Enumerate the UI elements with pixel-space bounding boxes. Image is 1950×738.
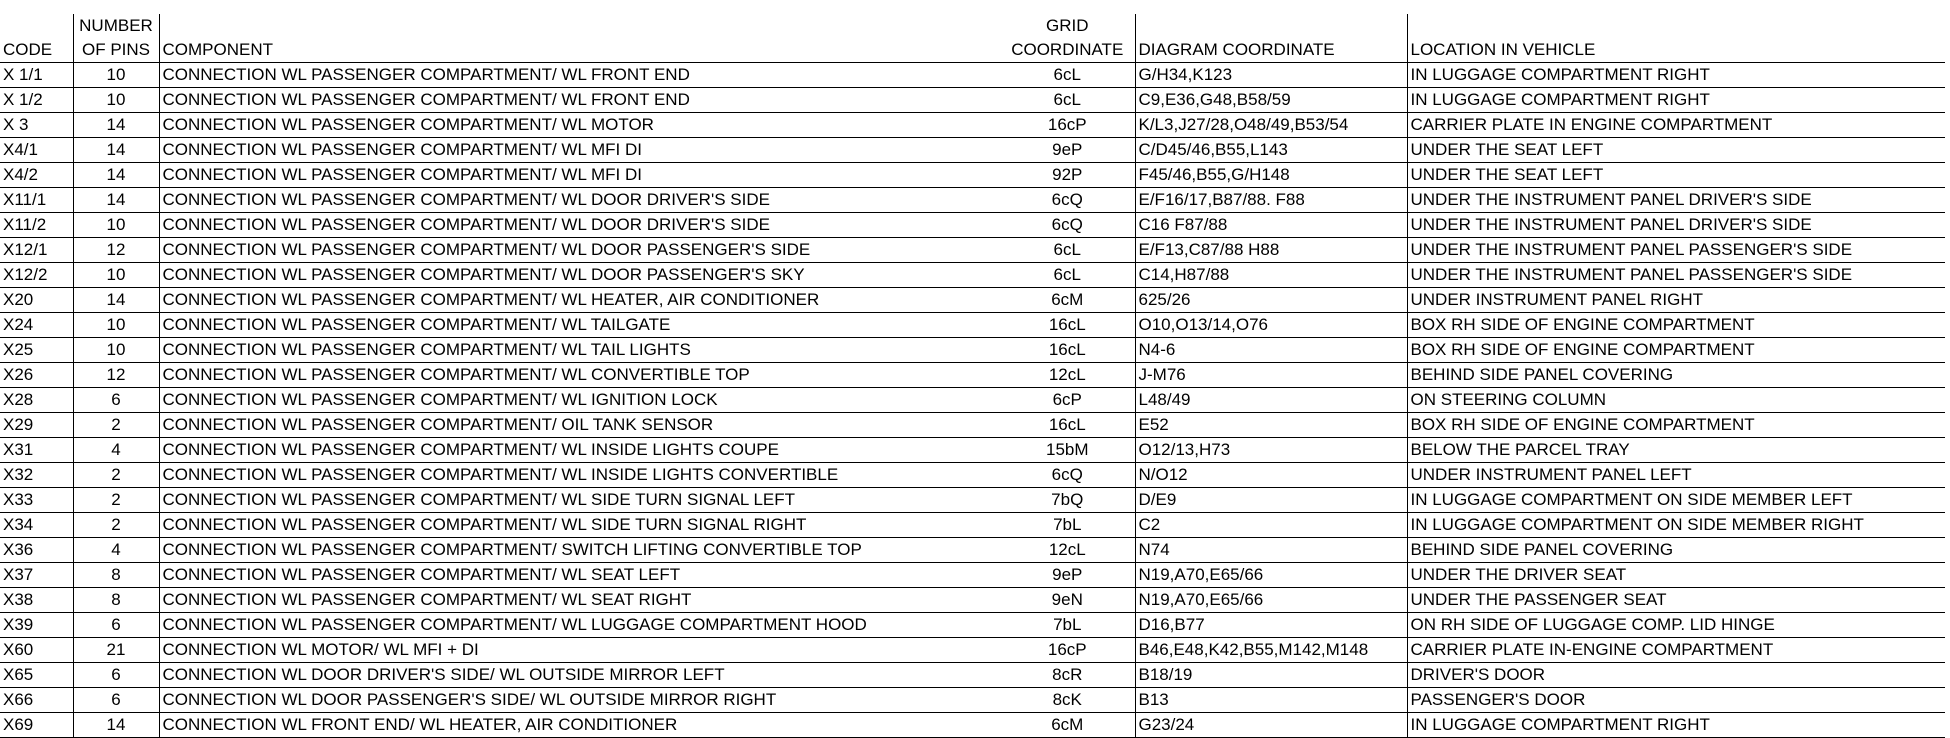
cell-pins: 10 bbox=[73, 263, 159, 288]
table-row bbox=[0, 463, 1945, 488]
cell-code: X66 bbox=[0, 688, 73, 713]
cell-location: CARRIER PLATE IN-ENGINE COMPARTMENT bbox=[1407, 638, 1945, 663]
cell-location: UNDER INSTRUMENT PANEL LEFT bbox=[1407, 463, 1945, 488]
cell-component: CONNECTION WL PASSENGER COMPARTMENT/ WL HEATER, AIR CONDITIONER bbox=[159, 288, 1000, 313]
table-row bbox=[0, 88, 1945, 113]
cell-diagram-coordinate: C16 F87/88 bbox=[1135, 213, 1407, 238]
header-code: CODE bbox=[0, 38, 73, 63]
cell-diagram-coordinate: N74 bbox=[1135, 538, 1407, 563]
cell-code: X37 bbox=[0, 563, 73, 588]
cell-pins: 10 bbox=[73, 88, 159, 113]
cell-location: UNDER THE DRIVER SEAT bbox=[1407, 563, 1945, 588]
cell-component: CONNECTION WL PASSENGER COMPARTMENT/ WL INSIDE LIGHTS COUPE bbox=[159, 438, 1000, 463]
cell-code: X36 bbox=[0, 538, 73, 563]
cell-location: UNDER THE INSTRUMENT PANEL PASSENGER'S SIDE bbox=[1407, 263, 1945, 288]
table-row bbox=[0, 113, 1945, 138]
cell-grid-coordinate: 6cM bbox=[1000, 288, 1135, 313]
cell-location: BOX RH SIDE OF ENGINE COMPARTMENT bbox=[1407, 338, 1945, 363]
header-component-top bbox=[159, 14, 1000, 38]
cell-component: CONNECTION WL PASSENGER COMPARTMENT/ WL CONVERTIBLE TOP bbox=[159, 363, 1000, 388]
cell-diagram-coordinate: N4-6 bbox=[1135, 338, 1407, 363]
cell-code: X25 bbox=[0, 338, 73, 363]
cell-location: BEHIND SIDE PANEL COVERING bbox=[1407, 363, 1945, 388]
connector-table-container bbox=[0, 14, 1950, 738]
cell-diagram-coordinate: B18/19 bbox=[1135, 663, 1407, 688]
cell-code: X39 bbox=[0, 613, 73, 638]
cell-diagram-coordinate: F45/46,B55,G/H148 bbox=[1135, 163, 1407, 188]
cell-code: X24 bbox=[0, 313, 73, 338]
table-row bbox=[0, 163, 1945, 188]
cell-pins: 6 bbox=[73, 663, 159, 688]
cell-component: CONNECTION WL PASSENGER COMPARTMENT/ WL INSIDE LIGHTS CONVERTIBLE bbox=[159, 463, 1000, 488]
table-row bbox=[0, 413, 1945, 438]
cell-component: CONNECTION WL FRONT END/ WL HEATER, AIR CONDITIONER bbox=[159, 713, 1000, 738]
cell-pins: 14 bbox=[73, 163, 159, 188]
cell-pins: 8 bbox=[73, 588, 159, 613]
cell-grid-coordinate: 92P bbox=[1000, 163, 1135, 188]
cell-component: CONNECTION WL PASSENGER COMPARTMENT/ WL FRONT END bbox=[159, 63, 1000, 88]
cell-component: CONNECTION WL DOOR PASSENGER'S SIDE/ WL OUTSIDE MIRROR RIGHT bbox=[159, 688, 1000, 713]
table-row bbox=[0, 538, 1945, 563]
table-row bbox=[0, 338, 1945, 363]
cell-location: IN LUGGAGE COMPARTMENT ON SIDE MEMBER LEFT bbox=[1407, 488, 1945, 513]
cell-location: UNDER THE SEAT LEFT bbox=[1407, 138, 1945, 163]
cell-diagram-coordinate: N19,A70,E65/66 bbox=[1135, 563, 1407, 588]
cell-component: CONNECTION WL PASSENGER COMPARTMENT/ WL SEAT LEFT bbox=[159, 563, 1000, 588]
cell-code: X34 bbox=[0, 513, 73, 538]
cell-diagram-coordinate: L48/49 bbox=[1135, 388, 1407, 413]
table-row bbox=[0, 63, 1945, 88]
cell-diagram-coordinate: O12/13,H73 bbox=[1135, 438, 1407, 463]
cell-component: CONNECTION WL PASSENGER COMPARTMENT/ WL FRONT END bbox=[159, 88, 1000, 113]
header-pins-top: NUMBER bbox=[73, 14, 159, 38]
table-row bbox=[0, 488, 1945, 513]
cell-grid-coordinate: 9eN bbox=[1000, 588, 1135, 613]
cell-code: X 1/2 bbox=[0, 88, 73, 113]
cell-grid-coordinate: 8cK bbox=[1000, 688, 1135, 713]
header-location: LOCATION IN VEHICLE bbox=[1407, 38, 1945, 63]
cell-diagram-coordinate: E52 bbox=[1135, 413, 1407, 438]
cell-component: CONNECTION WL PASSENGER COMPARTMENT/ WL DOOR DRIVER'S SIDE bbox=[159, 213, 1000, 238]
cell-code: X38 bbox=[0, 588, 73, 613]
cell-code: X11/1 bbox=[0, 188, 73, 213]
cell-pins: 2 bbox=[73, 463, 159, 488]
cell-component: CONNECTION WL PASSENGER COMPARTMENT/ OIL TANK SENSOR bbox=[159, 413, 1000, 438]
cell-code: X65 bbox=[0, 663, 73, 688]
table-row bbox=[0, 613, 1945, 638]
table-row bbox=[0, 638, 1945, 663]
cell-component: CONNECTION WL PASSENGER COMPARTMENT/ WL SEAT RIGHT bbox=[159, 588, 1000, 613]
table-row bbox=[0, 388, 1945, 413]
cell-pins: 6 bbox=[73, 613, 159, 638]
cell-diagram-coordinate: N19,A70,E65/66 bbox=[1135, 588, 1407, 613]
cell-location: BOX RH SIDE OF ENGINE COMPARTMENT bbox=[1407, 413, 1945, 438]
cell-pins: 14 bbox=[73, 113, 159, 138]
table-row bbox=[0, 138, 1945, 163]
table-row bbox=[0, 713, 1945, 738]
cell-code: X12/2 bbox=[0, 263, 73, 288]
cell-code: X33 bbox=[0, 488, 73, 513]
table-row bbox=[0, 513, 1945, 538]
connector-table bbox=[0, 14, 1945, 738]
table-row bbox=[0, 188, 1945, 213]
cell-diagram-coordinate: N/O12 bbox=[1135, 463, 1407, 488]
cell-code: X11/2 bbox=[0, 213, 73, 238]
cell-pins: 8 bbox=[73, 563, 159, 588]
cell-pins: 12 bbox=[73, 363, 159, 388]
cell-location: BELOW THE PARCEL TRAY bbox=[1407, 438, 1945, 463]
cell-grid-coordinate: 6cL bbox=[1000, 88, 1135, 113]
cell-component: CONNECTION WL PASSENGER COMPARTMENT/ WL LUGGAGE COMPARTMENT HOOD bbox=[159, 613, 1000, 638]
cell-pins: 12 bbox=[73, 238, 159, 263]
cell-grid-coordinate: 7bQ bbox=[1000, 488, 1135, 513]
cell-location: PASSENGER'S DOOR bbox=[1407, 688, 1945, 713]
cell-pins: 4 bbox=[73, 538, 159, 563]
cell-code: X26 bbox=[0, 363, 73, 388]
cell-component: CONNECTION WL PASSENGER COMPARTMENT/ WL MFI DI bbox=[159, 163, 1000, 188]
cell-location: UNDER THE PASSENGER SEAT bbox=[1407, 588, 1945, 613]
table-row bbox=[0, 213, 1945, 238]
cell-diagram-coordinate: C/D45/46,B55,L143 bbox=[1135, 138, 1407, 163]
cell-component: CONNECTION WL PASSENGER COMPARTMENT/ WL DOOR PASSENGER'S SIDE bbox=[159, 238, 1000, 263]
table-header bbox=[0, 14, 1945, 63]
table-row bbox=[0, 313, 1945, 338]
cell-grid-coordinate: 6cL bbox=[1000, 63, 1135, 88]
cell-grid-coordinate: 6cL bbox=[1000, 238, 1135, 263]
table-row bbox=[0, 563, 1945, 588]
cell-grid-coordinate: 6cM bbox=[1000, 713, 1135, 738]
cell-pins: 6 bbox=[73, 388, 159, 413]
cell-grid-coordinate: 7bL bbox=[1000, 513, 1135, 538]
cell-component: CONNECTION WL PASSENGER COMPARTMENT/ WL MOTOR bbox=[159, 113, 1000, 138]
cell-grid-coordinate: 9eP bbox=[1000, 138, 1135, 163]
cell-location: UNDER THE INSTRUMENT PANEL DRIVER'S SIDE bbox=[1407, 213, 1945, 238]
header-location-top bbox=[1407, 14, 1945, 38]
cell-diagram-coordinate: B46,E48,K42,B55,M142,M148 bbox=[1135, 638, 1407, 663]
cell-location: IN LUGGAGE COMPARTMENT RIGHT bbox=[1407, 713, 1945, 738]
cell-component: CONNECTION WL PASSENGER COMPARTMENT/ WL SIDE TURN SIGNAL LEFT bbox=[159, 488, 1000, 513]
cell-diagram-coordinate: O10,O13/14,O76 bbox=[1135, 313, 1407, 338]
cell-diagram-coordinate: G23/24 bbox=[1135, 713, 1407, 738]
cell-grid-coordinate: 16cL bbox=[1000, 338, 1135, 363]
cell-pins: 10 bbox=[73, 338, 159, 363]
cell-component: CONNECTION WL DOOR DRIVER'S SIDE/ WL OUTSIDE MIRROR LEFT bbox=[159, 663, 1000, 688]
header-diagram-top bbox=[1135, 14, 1407, 38]
cell-grid-coordinate: 8cR bbox=[1000, 663, 1135, 688]
cell-location: IN LUGGAGE COMPARTMENT ON SIDE MEMBER RIGHT bbox=[1407, 513, 1945, 538]
cell-grid-coordinate: 9eP bbox=[1000, 563, 1135, 588]
table-row bbox=[0, 438, 1945, 463]
header-pins: OF PINS bbox=[73, 38, 159, 63]
cell-grid-coordinate: 16cL bbox=[1000, 313, 1135, 338]
cell-grid-coordinate: 6cP bbox=[1000, 388, 1135, 413]
cell-component: CONNECTION WL PASSENGER COMPARTMENT/ WL MFI DI bbox=[159, 138, 1000, 163]
cell-diagram-coordinate: G/H34,K123 bbox=[1135, 63, 1407, 88]
cell-location: DRIVER'S DOOR bbox=[1407, 663, 1945, 688]
cell-component: CONNECTION WL PASSENGER COMPARTMENT/ WL IGNITION LOCK bbox=[159, 388, 1000, 413]
cell-pins: 21 bbox=[73, 638, 159, 663]
cell-pins: 10 bbox=[73, 63, 159, 88]
cell-code: X31 bbox=[0, 438, 73, 463]
cell-grid-coordinate: 6cQ bbox=[1000, 213, 1135, 238]
cell-diagram-coordinate: K/L3,J27/28,O48/49,B53/54 bbox=[1135, 113, 1407, 138]
cell-pins: 14 bbox=[73, 188, 159, 213]
cell-location: ON STEERING COLUMN bbox=[1407, 388, 1945, 413]
cell-pins: 14 bbox=[73, 138, 159, 163]
cell-component: CONNECTION WL PASSENGER COMPARTMENT/ SWITCH LIFTING CONVERTIBLE TOP bbox=[159, 538, 1000, 563]
cell-diagram-coordinate: 625/26 bbox=[1135, 288, 1407, 313]
cell-component: CONNECTION WL PASSENGER COMPARTMENT/ WL TAILGATE bbox=[159, 313, 1000, 338]
cell-grid-coordinate: 15bM bbox=[1000, 438, 1135, 463]
cell-location: BOX RH SIDE OF ENGINE COMPARTMENT bbox=[1407, 313, 1945, 338]
cell-diagram-coordinate: E/F16/17,B87/88. F88 bbox=[1135, 188, 1407, 213]
cell-location: UNDER INSTRUMENT PANEL RIGHT bbox=[1407, 288, 1945, 313]
cell-pins: 14 bbox=[73, 713, 159, 738]
cell-diagram-coordinate: C14,H87/88 bbox=[1135, 263, 1407, 288]
cell-code: X28 bbox=[0, 388, 73, 413]
cell-code: X 1/1 bbox=[0, 63, 73, 88]
cell-diagram-coordinate: B13 bbox=[1135, 688, 1407, 713]
header-component: COMPONENT bbox=[159, 38, 1000, 63]
cell-pins: 10 bbox=[73, 213, 159, 238]
cell-pins: 2 bbox=[73, 413, 159, 438]
cell-location: CARRIER PLATE IN ENGINE COMPARTMENT bbox=[1407, 113, 1945, 138]
cell-grid-coordinate: 7bL bbox=[1000, 613, 1135, 638]
cell-code: X29 bbox=[0, 413, 73, 438]
cell-code: X4/2 bbox=[0, 163, 73, 188]
cell-pins: 6 bbox=[73, 688, 159, 713]
cell-pins: 10 bbox=[73, 313, 159, 338]
cell-grid-coordinate: 6cL bbox=[1000, 263, 1135, 288]
cell-code: X12/1 bbox=[0, 238, 73, 263]
cell-location: UNDER THE SEAT LEFT bbox=[1407, 163, 1945, 188]
cell-code: X60 bbox=[0, 638, 73, 663]
cell-code: X20 bbox=[0, 288, 73, 313]
cell-component: CONNECTION WL PASSENGER COMPARTMENT/ WL SIDE TURN SIGNAL RIGHT bbox=[159, 513, 1000, 538]
table-body bbox=[0, 63, 1945, 738]
table-row bbox=[0, 263, 1945, 288]
cell-diagram-coordinate: J-M76 bbox=[1135, 363, 1407, 388]
table-row bbox=[0, 363, 1945, 388]
table-row bbox=[0, 588, 1945, 613]
cell-grid-coordinate: 16cL bbox=[1000, 413, 1135, 438]
cell-pins: 2 bbox=[73, 513, 159, 538]
header-diagram: DIAGRAM COORDINATE bbox=[1135, 38, 1407, 63]
cell-diagram-coordinate: D16,B77 bbox=[1135, 613, 1407, 638]
table-row bbox=[0, 288, 1945, 313]
cell-location: BEHIND SIDE PANEL COVERING bbox=[1407, 538, 1945, 563]
cell-code: X32 bbox=[0, 463, 73, 488]
table-row bbox=[0, 688, 1945, 713]
cell-grid-coordinate: 6cQ bbox=[1000, 463, 1135, 488]
header-grid: COORDINATE bbox=[1000, 38, 1135, 63]
cell-component: CONNECTION WL MOTOR/ WL MFI + DI bbox=[159, 638, 1000, 663]
cell-location: UNDER THE INSTRUMENT PANEL PASSENGER'S SIDE bbox=[1407, 238, 1945, 263]
cell-pins: 14 bbox=[73, 288, 159, 313]
table-row bbox=[0, 238, 1945, 263]
header-grid-top: GRID bbox=[1046, 16, 1089, 35]
cell-diagram-coordinate: D/E9 bbox=[1135, 488, 1407, 513]
cell-location: UNDER THE INSTRUMENT PANEL DRIVER'S SIDE bbox=[1407, 188, 1945, 213]
header-code-top bbox=[0, 14, 73, 38]
cell-location: IN LUGGAGE COMPARTMENT RIGHT bbox=[1407, 63, 1945, 88]
cell-grid-coordinate: 12cL bbox=[1000, 538, 1135, 563]
cell-component: CONNECTION WL PASSENGER COMPARTMENT/ WL DOOR DRIVER'S SIDE bbox=[159, 188, 1000, 213]
cell-diagram-coordinate: C9,E36,G48,B58/59 bbox=[1135, 88, 1407, 113]
cell-diagram-coordinate: C2 bbox=[1135, 513, 1407, 538]
cell-grid-coordinate: 16cP bbox=[1000, 638, 1135, 663]
cell-pins: 4 bbox=[73, 438, 159, 463]
cell-diagram-coordinate: E/F13,C87/88 H88 bbox=[1135, 238, 1407, 263]
cell-grid-coordinate: 12cL bbox=[1000, 363, 1135, 388]
cell-code: X 3 bbox=[0, 113, 73, 138]
cell-pins: 2 bbox=[73, 488, 159, 513]
cell-code: X4/1 bbox=[0, 138, 73, 163]
cell-location: ON RH SIDE OF LUGGAGE COMP. LID HINGE bbox=[1407, 613, 1945, 638]
cell-component: CONNECTION WL PASSENGER COMPARTMENT/ WL TAIL LIGHTS bbox=[159, 338, 1000, 363]
cell-code: X69 bbox=[0, 713, 73, 738]
cell-grid-coordinate: 6cQ bbox=[1000, 188, 1135, 213]
cell-location: IN LUGGAGE COMPARTMENT RIGHT bbox=[1407, 88, 1945, 113]
cell-grid-coordinate: 16cP bbox=[1000, 113, 1135, 138]
table-row bbox=[0, 663, 1945, 688]
cell-component: CONNECTION WL PASSENGER COMPARTMENT/ WL DOOR PASSENGER'S SKY bbox=[159, 263, 1000, 288]
